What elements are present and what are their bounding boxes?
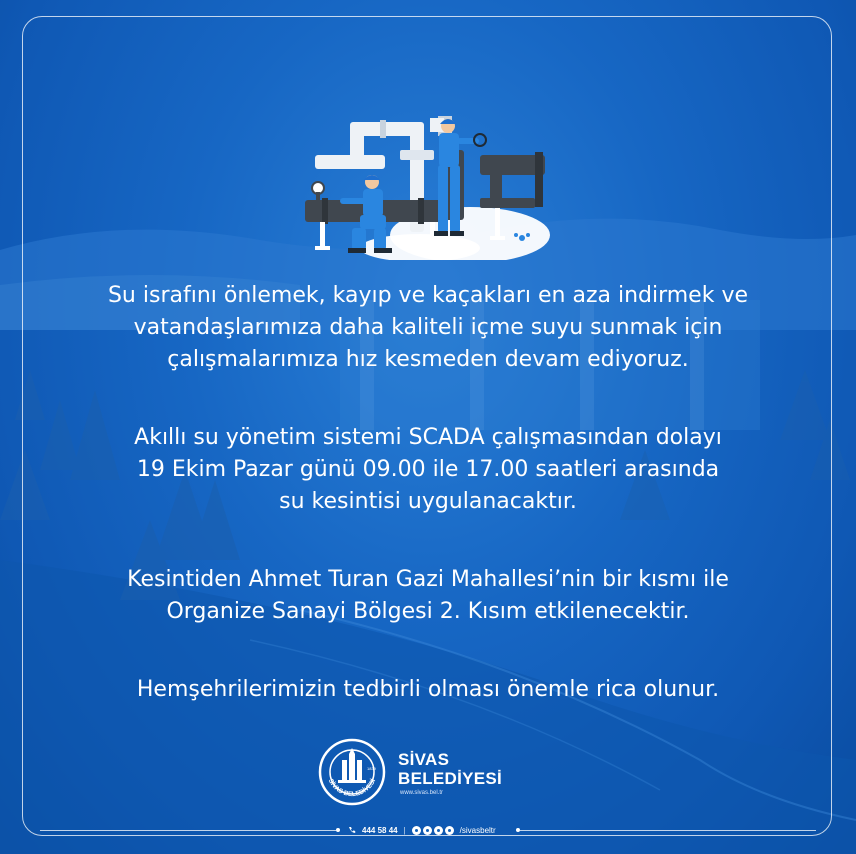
text-line: vatandaşlarımıza daha kaliteli içme suyu sunmak için (133, 315, 723, 340)
instagram-icon[interactable] (434, 826, 443, 835)
pipe-workers-illustration (300, 110, 550, 260)
footer-dot-left (336, 828, 340, 832)
brand-name-line2: BELEDİYESİ (398, 769, 503, 788)
text-line: 19 Ekim Pazar günü 09.00 ile 17.00 saatleri arasında (136, 457, 720, 482)
footer-divider-left (40, 830, 336, 831)
text-line: Akıllı su yönetim sistemi SCADA çalışmasından dolayı (134, 425, 722, 450)
svg-text:1839: 1839 (367, 766, 376, 771)
paragraph-affected-areas (30, 564, 826, 628)
text-line: Kesintiden Ahmet Turan Gazi Mahallesi’nin bir kısmı ile (127, 567, 729, 592)
brand-name (398, 750, 502, 788)
svg-text:SİVAS BELEDİYESİ: SİVAS BELEDİYESİ (326, 777, 378, 799)
brand-name-line1: SİVAS (398, 750, 450, 769)
text-line: Su israfını önlemek, kayıp ve kaçakları en aza indirmek ve (107, 283, 749, 308)
text-line: su kesintisi uygulanacaktır. (279, 489, 577, 514)
text-line: Organize Sanayi Bölgesi 2. Kısım etkilenecektir. (166, 599, 690, 624)
phone-number: 444 58 44 (362, 825, 398, 835)
municipality-logo (318, 738, 548, 808)
footer-separator: | (403, 825, 406, 835)
brand-website: www.sivas.bel.tr (400, 790, 444, 796)
paragraph-conservation (30, 280, 826, 376)
facebook-icon[interactable] (412, 826, 421, 835)
footer-divider-right (520, 830, 816, 831)
paragraph-request (30, 674, 826, 706)
text-line: çalışmalarımıza hız kesmeden devam ediyoruz. (167, 347, 689, 372)
contact-footer (0, 821, 856, 839)
social-icons (412, 826, 454, 835)
youtube-icon[interactable] (445, 826, 454, 835)
paragraph-scada-outage (30, 422, 826, 518)
footer-contact (348, 823, 496, 837)
text-line: Hemşehrilerimizin tedbirli olması önemle rica olunur. (136, 677, 720, 702)
x-icon[interactable] (423, 826, 432, 835)
phone-icon (348, 826, 356, 834)
social-handle: /sivasbeltr (459, 825, 496, 835)
municipality-seal-icon (318, 738, 386, 806)
